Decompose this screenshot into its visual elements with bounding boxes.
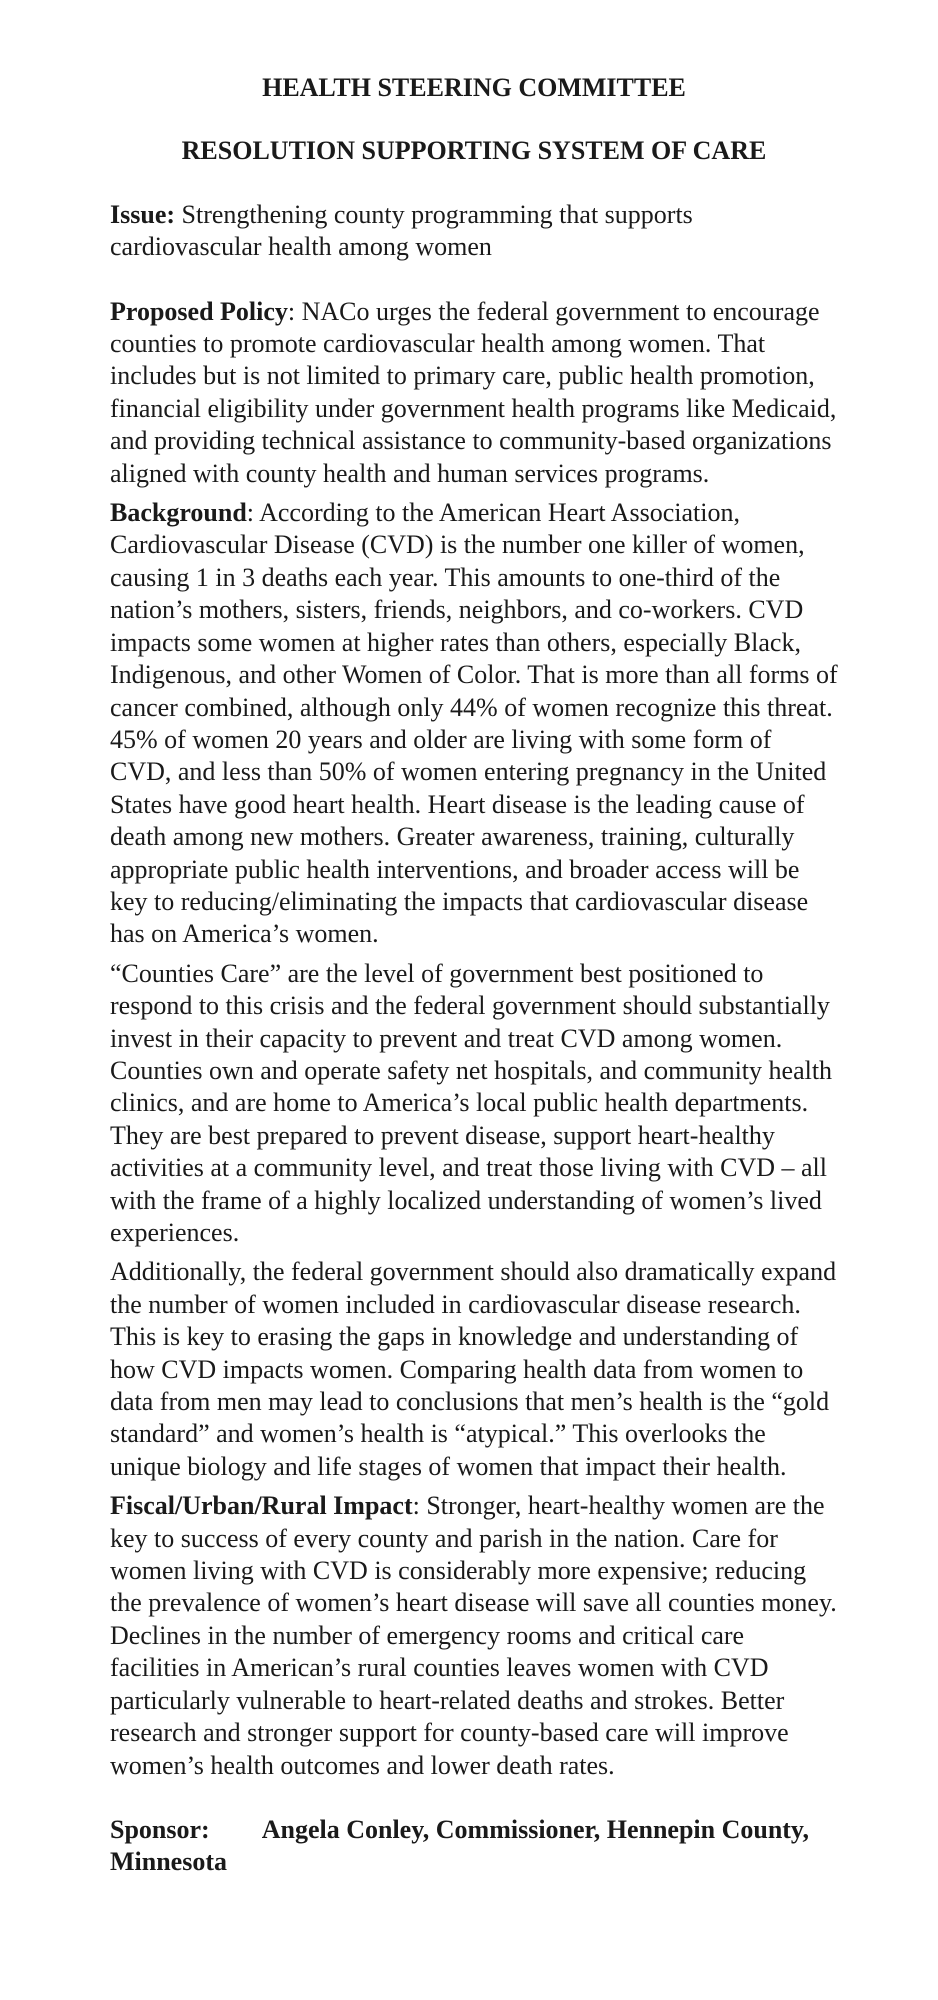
sponsor-label: Sponsor (110, 1814, 202, 1844)
background-label: Background (110, 498, 247, 528)
counties-care-paragraph: “Counties Care” are the level of government best positioned to respond to this crisis and the federal government should substantially invest in their capacity to prevent and treat CVD among women. Counties own and operate safety net hospitals, and community health clinics, and are home to America’s local public health departments. They are best prepared to prevent disease, support heart-healthy activities at a community level, and treat those living with CVD – all with the frame of a highly localized understanding of women’s lived experiences. (110, 958, 833, 1247)
fiscal-impact-paragraph (110, 1490, 838, 1782)
sponsor-name: Angela Conley, Commissioner, Hennepin County, Minnesota (110, 1814, 810, 1877)
issue-text: Strengthening county programming that supports cardiovascular health among women (110, 199, 693, 262)
proposed-policy-text: : NACo urges the federal government to encourage counties to promote cardiovascular health among women. That includes but is not limited to primary care, public health promotion, financial eligibility under government health programs like Medicaid, and providing technical assistance to community-based organizations aligned with county health and human services programs. (110, 296, 837, 488)
proposed-policy-label: Proposed Policy (110, 296, 288, 326)
sponsor-colon: : (201, 1814, 210, 1844)
issue-paragraph (110, 199, 838, 264)
sponsor-line (110, 1814, 838, 1879)
background-paragraph (110, 497, 838, 951)
issue-label: Issue: (110, 199, 176, 229)
proposed-policy-paragraph (110, 296, 838, 490)
background-text: : According to the American Heart Association, Cardiovascular Disease (CVD) is the number one killer of women, causing 1 in 3 deaths each year. This amounts to one-third of the nation’s mothers, sisters, friends, neighbors, and co-workers. CVD impacts some women at higher rates than others, especially Black, Indigenous, and other Women of Color. That is more than all forms of cancer combined, although only 44% of women recognize this threat. 45% of women 20 years and older are living with some form of CVD, and less than 50% of women entering pregnancy in the United States have good heart health. Heart disease is the leading cause of death among new mothers. Greater awareness, training, culturally appropriate public health interventions, and broader access will be key to reducing/eliminating the impacts that cardiovascular disease has on America’s women. (110, 498, 838, 949)
page-title: HEALTH STEERING COMMITTEE (262, 73, 686, 102)
additionally-paragraph: Additionally, the federal government should also dramatically expand the number of women included in cardiovascular disease research. This is key to erasing the gaps in knowledge and understanding of how CVD impacts women. Comparing health data from women to data from men may lead to conclusions that men’s health is the “gold standard” and women’s health is “atypical.” This overlooks the unique biology and life stages of women that impact their health. (110, 1257, 837, 1481)
fiscal-impact-label: Fiscal/Urban/Rural Impact (110, 1491, 413, 1521)
fiscal-impact-text: : Stronger, heart-healthy women are the key to success of every county and parish in the nation. Care for women living with CVD is considerably more expensive; reducing the prevalence of women’s heart disease will save all counties money. Declines in the number of emergency rooms and critical care facilities in American’s rural counties leaves women with CVD particularly vulnerable to heart-related deaths and strokes. Better research and stronger support for county-based care will improve women’s health outcomes and lower death rates. (110, 1491, 837, 1780)
document-page (110, 72, 838, 1879)
resolution-title: RESOLUTION SUPPORTING SYSTEM OF CARE (181, 136, 767, 166)
